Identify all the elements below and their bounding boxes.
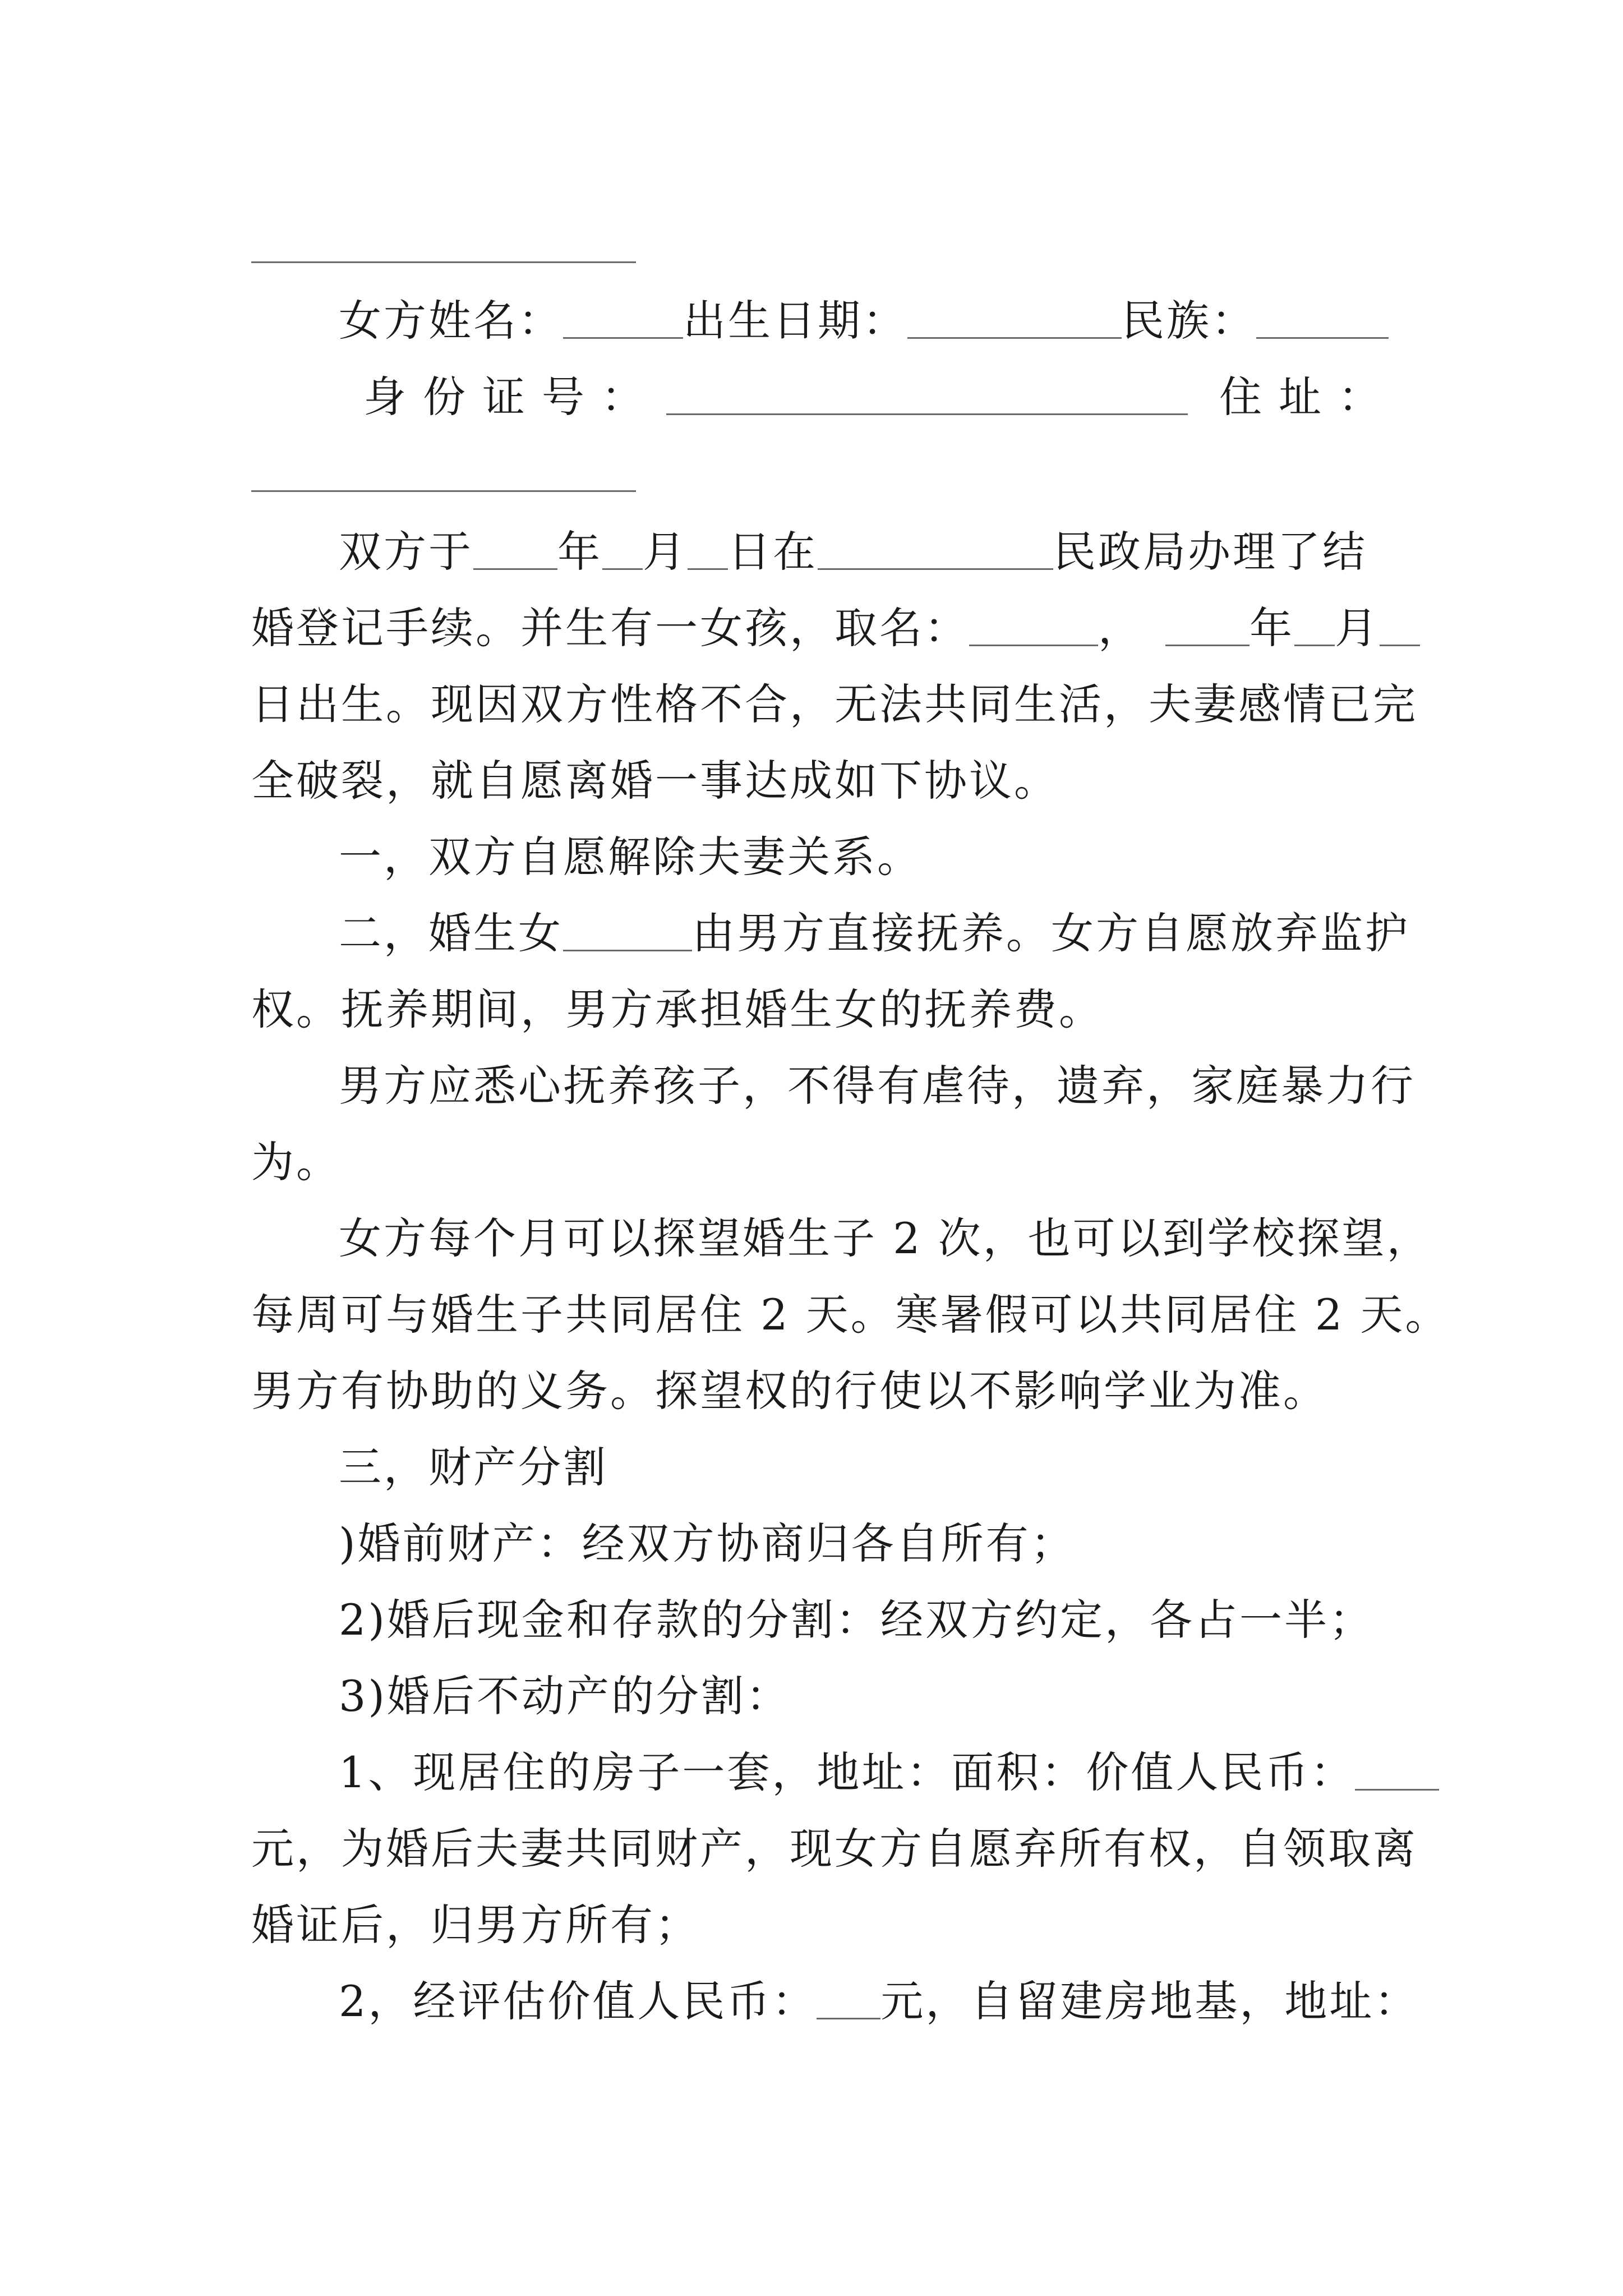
daughter-name-blank <box>563 908 692 951</box>
visitation-line-2: 每周可与婚生子共同居住 2 天。寒暑假可以共同居住 2 天。 <box>251 1290 1450 1340</box>
child-name-blank <box>969 603 1098 646</box>
female-info-line <box>339 287 1389 355</box>
underline-rule-top <box>251 261 636 263</box>
intro-text: 婚登记手续。并生有一女孩，取名： <box>251 603 969 653</box>
intro-text: 民政局办理了结 <box>1053 527 1367 577</box>
month-label: 月 <box>643 527 688 577</box>
month-blank <box>602 527 643 570</box>
birth-year-label: 年 <box>1249 603 1294 653</box>
clause-3-item-3: 3)婚后不动产的分割： <box>339 1671 791 1721</box>
birth-day-blank <box>1380 603 1420 646</box>
id-address-line <box>363 364 1398 431</box>
clause-2-line-1 <box>339 900 1410 967</box>
year-blank <box>473 527 557 570</box>
property-1-line-2: 元，为婚后夫妻共同财产，现女方自愿弃所有权，自领取离 <box>251 1824 1418 1874</box>
land-value-blank <box>817 1976 880 2019</box>
property-1-line-3: 婚证后，归男方所有； <box>251 1900 700 1950</box>
property-text: 2，经评估价值人民币： <box>339 1976 817 2026</box>
birth-year-blank <box>1165 603 1249 646</box>
day-blank <box>688 527 728 570</box>
property-text: 元，自留建房地基，地址： <box>880 1976 1419 2026</box>
ethnicity-label: 民族： <box>1122 296 1256 346</box>
clause-text: 由男方直接抚养。女方自愿放弃监护 <box>692 908 1410 958</box>
id-number-label: 身份证号： <box>363 372 661 422</box>
address-label: 住址： <box>1219 372 1398 422</box>
day-label: 日在 <box>728 527 818 577</box>
clause-1: 一，双方自愿解除夫妻关系。 <box>339 832 922 882</box>
value-blank <box>1355 1747 1439 1791</box>
property-2-line-1 <box>339 1968 1419 2035</box>
female-name-blank <box>563 296 683 339</box>
intro-text: ， <box>1098 603 1143 653</box>
registry-blank <box>818 527 1053 570</box>
clause-3-item-2: 2)婚后现金和存款的分割：经双方约定，各占一半； <box>339 1595 1375 1645</box>
id-number-blank <box>666 372 1188 415</box>
year-label: 年 <box>557 527 602 577</box>
clause-2-line-2: 权。抚养期间，男方承担婚生女的抚养费。 <box>251 984 1104 1034</box>
birth-month-label: 月 <box>1335 603 1380 653</box>
intro-line-2 <box>251 595 1389 662</box>
clause-3-title: 三，财产分割 <box>339 1442 608 1492</box>
ethnicity-blank <box>1256 296 1389 339</box>
birth-date-blank <box>907 296 1122 339</box>
intro-line-4: 全破裂，就自愿离婚一事达成如下协议。 <box>251 756 1059 806</box>
custody-line-1: 男方应悉心抚养孩子，不得有虐待，遗弃，家庭暴力行 <box>339 1061 1415 1111</box>
birth-date-label: 出生日期： <box>683 296 907 346</box>
intro-text: 双方于 <box>339 527 473 577</box>
underline-rule-address <box>251 490 636 492</box>
property-text: 1、现居住的房子一套，地址：面积：价值人民币： <box>339 1747 1355 1797</box>
property-1-line-1 <box>339 1739 1389 1806</box>
clause-text: 二，婚生女 <box>339 908 563 958</box>
visitation-line-3: 男方有协助的义务。探望权的行使以不影响学业为准。 <box>251 1366 1328 1416</box>
birth-month-blank <box>1294 603 1335 646</box>
intro-line-3: 日出生。现因双方性格不合，无法共同生活，夫妻感情已完 <box>251 679 1418 729</box>
intro-line-1 <box>339 518 1389 586</box>
visitation-line-1: 女方每个月可以探望婚生子 2 次，也可以到学校探望， <box>339 1213 1432 1263</box>
custody-line-2: 为。 <box>251 1137 341 1187</box>
female-name-label: 女方姓名： <box>339 296 563 346</box>
clause-3-item-1: )婚前财产：经双方协商归各自所有； <box>339 1519 1076 1568</box>
